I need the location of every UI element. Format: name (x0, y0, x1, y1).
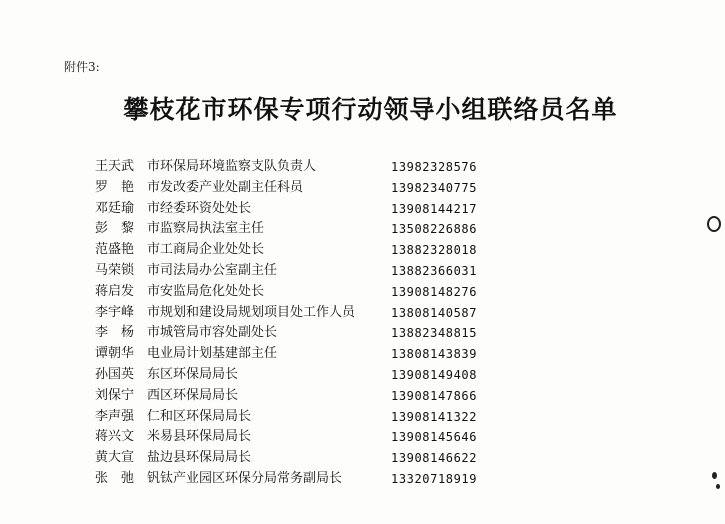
contact-name: 蒋启发 (95, 283, 135, 299)
contact-role: 电业局计划基建部主任 (147, 346, 278, 362)
contact-role: 市经委环资处处长 (147, 200, 252, 216)
contact-phone: 13908149408 (391, 367, 478, 382)
document-title: 攀枝花市环保专项行动领导小组联络员名单 (123, 95, 618, 124)
contact-phone: 13320718919 (391, 471, 478, 486)
contact-phone: 13808143839 (391, 347, 478, 362)
contact-role: 市安监局危化处处长 (147, 283, 265, 299)
contact-role: 市环保局环境监察支队负责人 (147, 159, 317, 174)
contact-phone: 13908147866 (391, 388, 478, 403)
scan-speck (707, 216, 721, 232)
contact-name: 李 杨 (95, 325, 135, 341)
contact-phone: 13882348815 (391, 326, 478, 341)
contact-name: 李声强 (95, 408, 135, 424)
contact-phone: 13908141322 (391, 409, 478, 424)
contact-name: 张 弛 (95, 470, 135, 486)
contact-role: 市发改委产业处副主任科员 (147, 179, 304, 195)
contact-role: 市司法局办公室副主任 (147, 262, 278, 278)
contact-name: 刘保宁 (95, 387, 135, 403)
contact-phone: 13882366031 (391, 263, 478, 278)
contact-name: 李宇峰 (95, 304, 135, 320)
contact-name: 邓廷瑜 (95, 200, 135, 216)
scan-speck (716, 484, 720, 489)
contact-role: 市规划和建设局规划项目处工作人员 (147, 304, 356, 320)
contact-phone: 13908146622 (391, 451, 478, 466)
contact-name: 王天武 (95, 159, 135, 174)
contact-phone: 13808140587 (391, 305, 478, 320)
contact-name: 范盛艳 (95, 242, 135, 258)
contact-name: 黄大宣 (95, 450, 135, 466)
contact-name: 谭朝华 (95, 346, 135, 362)
contact-phone: 13908148276 (391, 284, 478, 299)
contact-role: 市城管局市容处副处长 (147, 325, 278, 341)
contact-phone: 13908144217 (391, 201, 478, 216)
contact-name: 彭 黎 (95, 221, 135, 237)
contact-phone: 13508226886 (391, 222, 478, 237)
contact-role: 钒钛产业园区环保分局常务副局长 (147, 470, 343, 486)
contact-name: 罗 艳 (95, 179, 135, 195)
contact-role: 东区环保局局长 (147, 366, 239, 382)
contact-name: 蒋兴文 (95, 429, 135, 445)
contact-role: 市工商局企业处处长 (147, 242, 265, 258)
contact-role: 市监察局执法室主任 (147, 221, 265, 237)
attachment-label: 附件3: (64, 60, 100, 74)
contact-role: 仁和区环保局局长 (147, 408, 252, 424)
contact-role: 米易县环保局局长 (147, 429, 252, 445)
contact-phone: 13882328018 (391, 243, 478, 258)
contact-name: 孙国英 (95, 366, 135, 382)
contact-role: 盐边县环保局局长 (147, 450, 252, 466)
contact-phone: 13982328576 (391, 160, 478, 174)
contact-role: 西区环保局局长 (147, 387, 239, 403)
contact-phone: 13908145646 (391, 430, 478, 445)
scan-speck (712, 472, 717, 479)
contact-name: 马荣锁 (95, 262, 135, 278)
contact-phone: 13982340775 (391, 180, 478, 195)
